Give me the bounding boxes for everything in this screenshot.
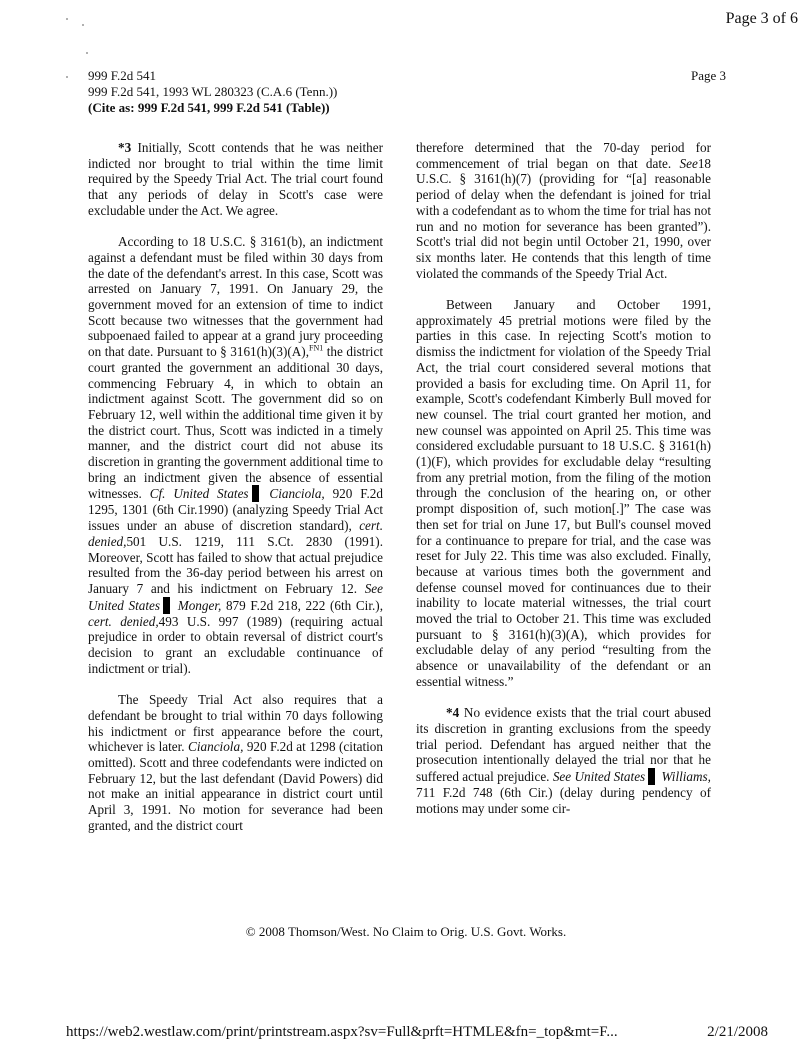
- case-history: cert. denied,: [88, 518, 383, 549]
- paragraph: [88, 140, 383, 219]
- case-name: See United States: [552, 769, 646, 785]
- paragraph-text: 493 U.S. 997 (1989) (requiring actual prejudice in order to obtain reversal of district court's decision to grant an excludable continuance of indictment or trial).: [88, 613, 384, 676]
- paragraph-text: 879 F.2d 218, 222 (6th Cir.),: [221, 597, 383, 613]
- paragraph-text: 920 F.2d 1295, 1301 (6th Cir.1990) (analyzing Speedy Trial Act issues under an abuse of discretion standard),: [88, 486, 383, 534]
- paragraph: [416, 297, 711, 690]
- paragraph-text: According to 18 U.S.C. § 3161(b), an indictment against a defendant must be filed within 30 days from the date of the defendant's arrest. In this case, Scott was arrested on January 7, 1991. On January 29, the government moved for an extension of time to indict Scott because two witnesses that the government had subpoenaed failed to appear at a grand jury proceeding on that date. Pursuant to § 3161(h)(3)(A),: [88, 234, 383, 360]
- case-name: See United States: [88, 580, 383, 613]
- citation-line: 999 F.2d 541, 1993 WL 280323 (C.A.6 (Tenn.)): [88, 84, 338, 99]
- paragraph-text: 711 F.2d 748 (6th Cir.) (delay during pendency of motions may under some cir-: [416, 785, 711, 816]
- paragraph-text: 501 U.S. 1219, 111 S.Ct. 2830 (1991). Moreover, Scott has failed to show that actual prejudice resulted from the 36-day period between his arrest on January 7 and his indictment on February 12.: [88, 533, 383, 596]
- print-date: 2/21/2008: [707, 1024, 768, 1040]
- redaction-mark: [648, 768, 655, 785]
- case-name: Cianciola,: [261, 486, 325, 502]
- paragraph-text: therefore determined that the 70-day period for commencement of trial began on that date.: [416, 140, 711, 171]
- scan-speck: [86, 52, 88, 54]
- paragraph-text: The Speedy Trial Act also requires that a defendant be brought to trial within 70 days following his indictment or first appearance before the court, whichever is later.: [88, 692, 383, 755]
- case-history: cert. denied,: [88, 613, 159, 629]
- case-name: Williams,: [658, 769, 711, 785]
- redaction-mark: [163, 597, 170, 614]
- case-name: Cianciola,: [188, 739, 244, 755]
- paragraph-text: Between January and October 1991, approximately 45 pretrial motions were filed by the parties in this case. In rejecting Scott's motion to dismiss the indictment for violation of the Speedy Trial Act, the trial court considered several motions that provided a basis for excluding time. On April 11, for example, Scott's codefendant Kimberly Bull moved for new counsel. The trial court granted her motion, and new counsel was appointed on April 25. This time was considered excludable pursuant to 18 U.S.C. § 3161(h)(1)(F), which provides for excludable delay “resulting from any pretrial motion, from the filing of the motion through the conclusion of the hearing on, or other prompt disposition of, such motion[.]” The case was then set for trial on June 17, but Bull's counsel moved for a continuance to prepare for trial, and the case was reset for July 22. This time was also excluded. Finally, because at various times both the government and defense counsel moved for continuances due to their inability to locate material witnesses, the trial court moved the trial to October 21. This time was excluded pursuant to § 3161(h)(3)(A), which provides for excludable delay of any period “resulting from the absence or unavailability of the defendant or an essential witness.”: [416, 297, 711, 689]
- star-page-marker: *3: [118, 140, 132, 155]
- page-number: Page 3: [690, 68, 726, 83]
- signal: See: [679, 155, 698, 171]
- footnote-link[interactable]: FN1: [309, 343, 324, 353]
- source-url: https://web2.westlaw.com/print/printstream.aspx?sv=Full&prft=HTMLE&fn=_top&mt=F...: [66, 1024, 618, 1040]
- paragraph-text: Initially, Scott contends that he was neither indicted nor brought to trial within the time limit required by the Speedy Trial Act. The trial court found that any periods of delay in Scott's case were excludable under the Act. We agree.: [88, 140, 383, 218]
- citation-block: [88, 68, 337, 116]
- print-footer: [66, 1024, 768, 1041]
- citation-line: 999 F.2d 541: [88, 68, 156, 83]
- paragraph: [88, 692, 383, 833]
- paragraph-text: 18 U.S.C. § 3161(h)(7) (providing for “[a] reasonable period of delay when the defendant is joined for trial with a codefendant as to whom the time for trial has not run and no motion for severance has been granted”). Scott's trial did not begin until October 21, 1990, over six months later. He contends that this length of time violated the commands of the Speedy Trial Act.: [416, 155, 711, 281]
- paragraph-text: No evidence exists that the trial court abused its discretion in granting exclusions from the speedy trial period. Defendant has argued neither that the prosecution intentionally delayed the trial nor that he suffered actual prejudice.: [416, 705, 711, 785]
- case-name: United States: [165, 486, 249, 502]
- left-column: [88, 140, 383, 834]
- scan-speck: [66, 76, 68, 78]
- paragraph-text: 920 F.2d at 1298 (citation omitted). Scott and three codefendants were indicted on February 12, but the last defendant (David Powers) did not make an initial appearance in district court until April 3, 1991. No motion for severance had been granted, and the district court: [88, 739, 383, 833]
- scan-speck: [66, 18, 68, 20]
- case-name: Monger,: [173, 597, 222, 613]
- redaction-mark: [252, 485, 259, 502]
- scan-speck: [82, 24, 84, 26]
- paragraph-text: the district court granted the government an additional 30 days, commencing February 4, in which to obtain an indictment against Scott. The government did so on February 12, well within the additional time given it by the district court. Thus, Scott was indicted in a timely manner, and the district court did not abuse its discretion in granting the government additional time to bring an indictment given the absence of essential witnesses.: [88, 344, 383, 502]
- star-page-marker: *4: [446, 705, 460, 721]
- signal: Cf.: [149, 486, 166, 502]
- right-column: [416, 140, 711, 817]
- paragraph: [416, 705, 711, 816]
- page-counter: Page 3 of 6: [725, 10, 798, 27]
- cite-as-line: (Cite as: 999 F.2d 541, 999 F.2d 541 (Table)): [88, 100, 330, 115]
- paragraph: [88, 234, 383, 676]
- footer-copyright: © 2008 Thomson/West. No Claim to Orig. U.S. Govt. Works.: [245, 924, 567, 939]
- paragraph: [416, 140, 711, 281]
